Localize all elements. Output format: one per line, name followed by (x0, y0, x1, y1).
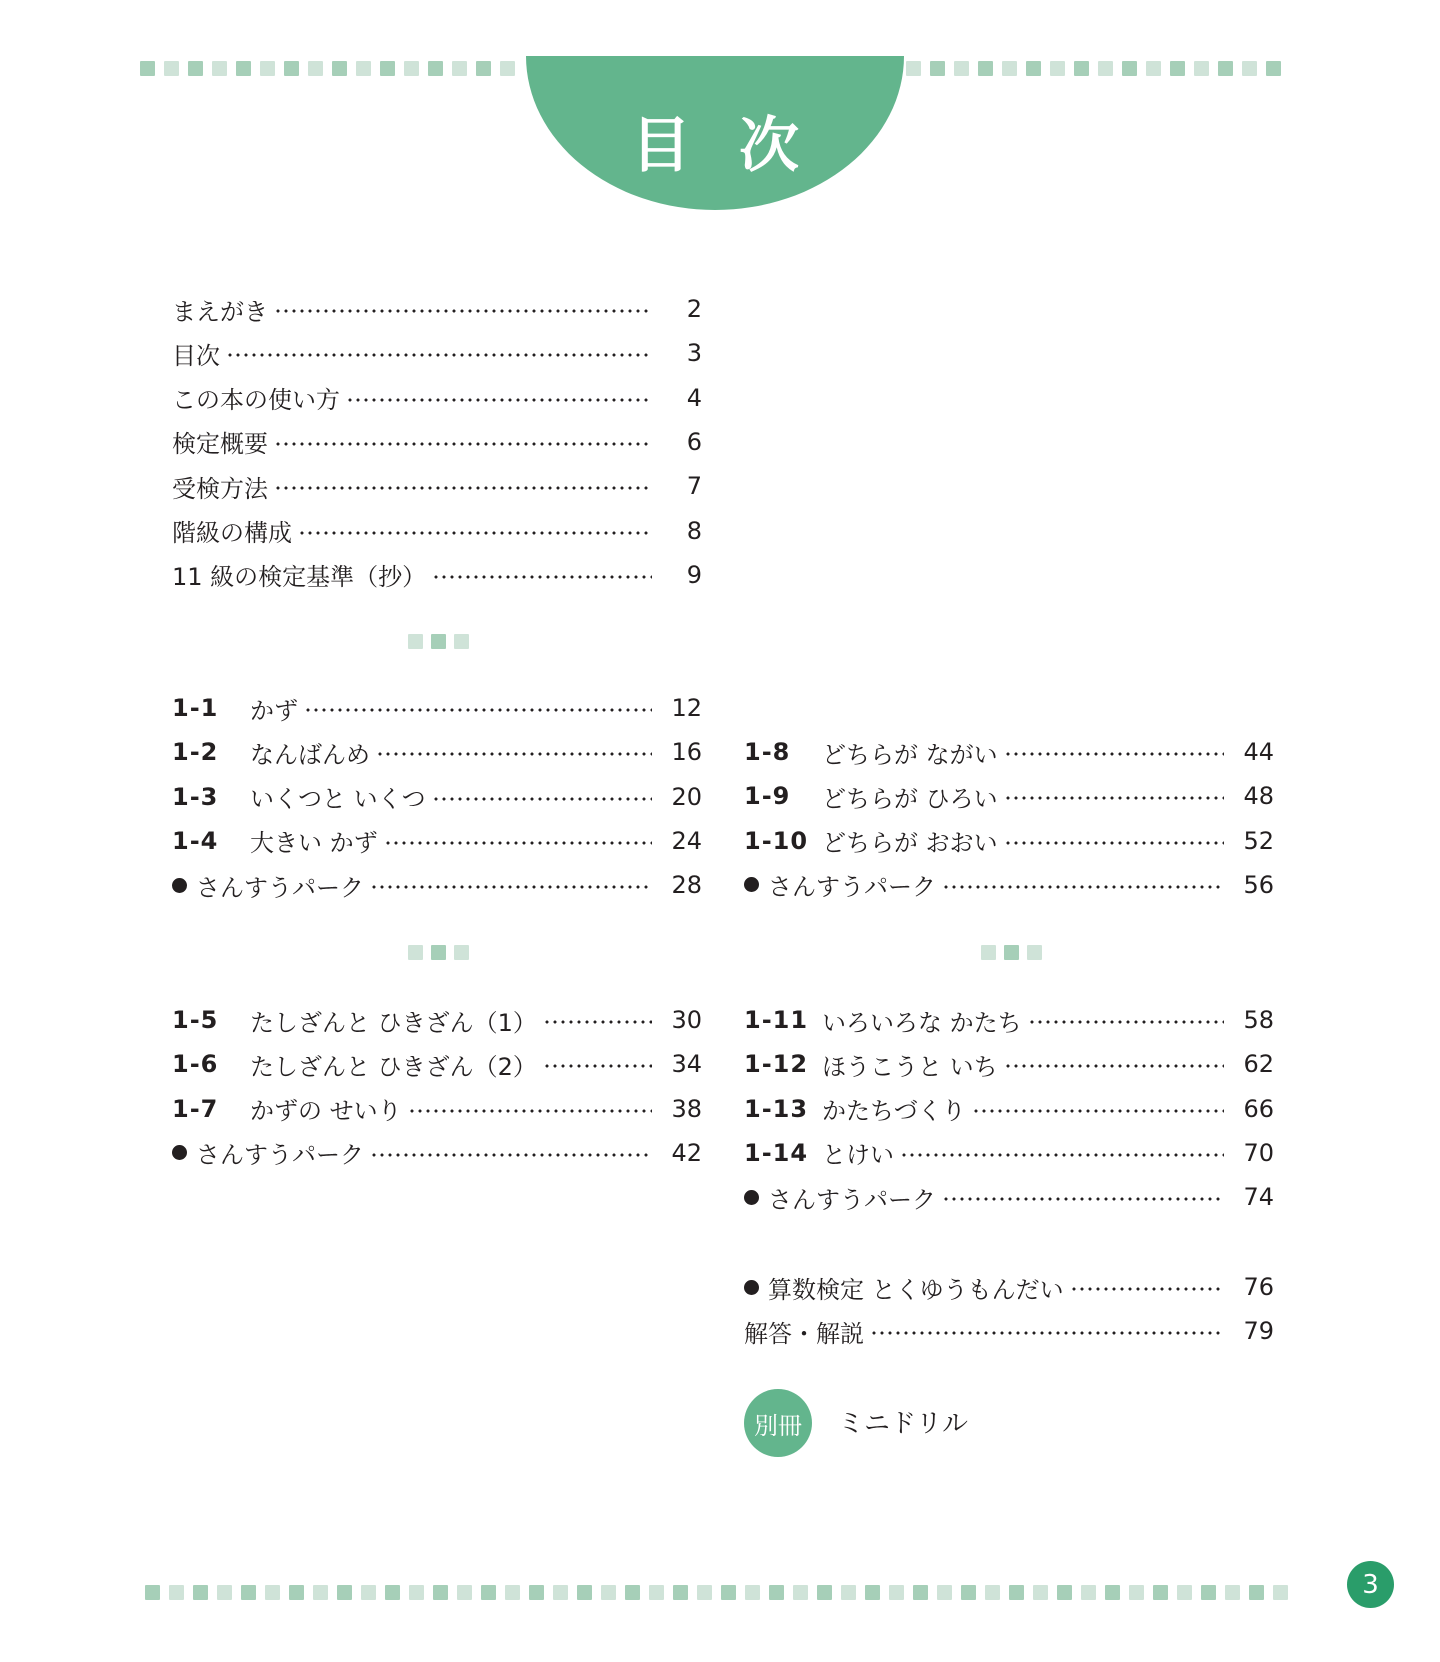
bullet-icon (744, 1190, 759, 1205)
entry-label: 階級の構成 (172, 519, 292, 547)
entry-page-number: 38 (671, 1094, 702, 1123)
page-title: 目次 (631, 111, 847, 181)
entry-label: この本の使い方 (172, 386, 340, 415)
entry-number: 1-6 (172, 1050, 219, 1079)
decor-square (332, 61, 347, 76)
entry-page-number: 30 (671, 1006, 702, 1034)
toc-entry[interactable] (172, 378, 702, 418)
entry-page-number: 12 (671, 694, 702, 722)
dot-leader (432, 797, 652, 801)
dot-leader (376, 752, 652, 756)
toc-entry[interactable] (744, 1177, 1274, 1217)
toc-entry[interactable] (172, 688, 702, 728)
dot-leader (370, 885, 652, 889)
decor-square (404, 61, 419, 76)
divider-square (1027, 945, 1042, 960)
dot-leader (972, 1109, 1224, 1113)
decor-square (906, 61, 921, 76)
entry-page-number: 3 (686, 339, 702, 368)
decor-square (1122, 61, 1137, 76)
toc-entry[interactable] (172, 865, 702, 905)
top-square-bar-left (140, 61, 515, 76)
decor-square (697, 1585, 712, 1600)
section-divider-left-2 (408, 945, 469, 960)
entry-page-number: 9 (686, 560, 702, 589)
decor-square (169, 1585, 184, 1600)
divider-square (1004, 945, 1019, 960)
entry-page-number: 28 (671, 871, 702, 900)
toc-entry[interactable] (744, 732, 1274, 772)
toc-entry[interactable] (744, 1000, 1274, 1040)
decor-square (505, 1585, 520, 1600)
decor-square (308, 61, 323, 76)
entry-page-number: 34 (671, 1050, 702, 1079)
dot-leader (370, 1153, 652, 1157)
decor-square (1266, 61, 1281, 76)
decor-square (1170, 61, 1185, 76)
entry-label: たしざんと ひきざん（1） (250, 1008, 537, 1037)
toc-entry[interactable] (172, 821, 702, 861)
toc-entry[interactable] (744, 776, 1274, 816)
decor-square (481, 1585, 496, 1600)
decor-square (601, 1585, 616, 1600)
entry-page-number: 58 (1243, 1006, 1274, 1034)
decor-square (193, 1585, 208, 1600)
decor-square (1201, 1585, 1216, 1600)
entry-label: さんすうパーク (196, 873, 364, 902)
toc-entry[interactable] (744, 821, 1274, 861)
dot-leader (274, 442, 652, 446)
divider-square (981, 945, 996, 960)
decor-square (1218, 61, 1233, 76)
decor-square (1105, 1585, 1120, 1600)
decor-square (1098, 61, 1113, 76)
entry-label: 受検方法 (172, 474, 268, 503)
entry-page-number: 2 (686, 295, 702, 323)
entry-page-number: 74 (1243, 1183, 1274, 1212)
bullet-icon (744, 877, 759, 892)
decor-square (452, 61, 467, 76)
section-divider-left-1 (408, 634, 469, 649)
decor-square (217, 1585, 232, 1600)
decor-square (409, 1585, 424, 1600)
decor-square (164, 61, 179, 76)
decor-square (529, 1585, 544, 1600)
entry-label: さんすうパーク (768, 873, 936, 902)
decor-square (457, 1585, 472, 1600)
decor-square (476, 61, 491, 76)
decor-square (978, 61, 993, 76)
decor-square (1026, 61, 1041, 76)
entry-page-number: 20 (671, 782, 702, 811)
dot-leader (304, 708, 652, 712)
decor-square (865, 1585, 880, 1600)
entry-number: 1-13 (744, 1094, 809, 1123)
entry-page-number: 42 (671, 1138, 702, 1167)
dot-leader (274, 309, 652, 313)
decor-square (937, 1585, 952, 1600)
decor-square (313, 1585, 328, 1600)
entry-page-number: 48 (1243, 782, 1274, 811)
entry-label: 解答・解説 (744, 1319, 864, 1348)
entry-page-number: 79 (1243, 1317, 1274, 1346)
decor-square (721, 1585, 736, 1600)
decor-square (1273, 1585, 1288, 1600)
decor-square (793, 1585, 808, 1600)
entry-page-number: 52 (1243, 826, 1274, 855)
dot-leader (274, 486, 652, 490)
entry-label: まえがき (172, 297, 268, 326)
decor-square (817, 1585, 832, 1600)
bottom-square-bar (145, 1585, 1288, 1600)
decor-square (930, 61, 945, 76)
section-divider-right (981, 945, 1042, 960)
entry-page-number: 70 (1243, 1138, 1274, 1167)
toc-entry[interactable] (172, 732, 702, 772)
divider-square (431, 945, 446, 960)
toc-entry[interactable] (172, 555, 702, 595)
toc-entry[interactable] (172, 422, 702, 462)
entry-number: 1-14 (744, 1138, 809, 1167)
toc-entry[interactable] (744, 865, 1274, 905)
entry-label: どちらが おおい (822, 829, 998, 858)
dot-leader (1028, 1020, 1224, 1024)
dot-leader (543, 1064, 652, 1068)
decor-square (1194, 61, 1209, 76)
divider-square (454, 945, 469, 960)
dot-leader (346, 398, 652, 402)
entry-page-number: 62 (1243, 1050, 1274, 1079)
dot-leader (942, 1197, 1224, 1201)
decor-square (337, 1585, 352, 1600)
decor-square (140, 61, 155, 76)
bullet-icon (172, 878, 187, 893)
toc-entry[interactable] (172, 1044, 702, 1084)
dot-leader (543, 1020, 652, 1024)
decor-square (260, 61, 275, 76)
decor-square (1249, 1585, 1264, 1600)
entry-label: いろいろな かたち (822, 1008, 1022, 1037)
dot-leader (408, 1109, 652, 1113)
supplement-label[interactable]: ミニドリル (838, 1409, 969, 1439)
divider-square (454, 634, 469, 649)
decor-square (625, 1585, 640, 1600)
decor-square (356, 61, 371, 76)
toc-entry[interactable] (172, 333, 702, 373)
dot-leader (1004, 841, 1224, 845)
decor-square (1177, 1585, 1192, 1600)
entry-number: 1-8 (744, 738, 791, 766)
divider-square (408, 634, 423, 649)
entry-label: いくつと いくつ (250, 785, 426, 814)
entry-page-number: 7 (686, 472, 702, 501)
decor-square (745, 1585, 760, 1600)
toc-entry[interactable] (172, 289, 702, 329)
entry-page-number: 66 (1243, 1094, 1274, 1123)
entry-number: 1-7 (172, 1094, 219, 1123)
decor-square (284, 61, 299, 76)
decor-square (649, 1585, 664, 1600)
toc-entry[interactable] (172, 511, 702, 551)
decor-square (577, 1585, 592, 1600)
decor-square (212, 61, 227, 76)
decor-square (145, 1585, 160, 1600)
decor-square (433, 1585, 448, 1600)
entry-label: 検定概要 (172, 430, 268, 459)
entry-label: かず (250, 696, 298, 725)
decor-square (961, 1585, 976, 1600)
decor-square (1033, 1585, 1048, 1600)
toc-entry[interactable] (744, 1267, 1274, 1307)
decor-square (954, 61, 969, 76)
decor-square (380, 61, 395, 76)
entry-label: 大きい かず (250, 829, 378, 858)
decor-square (265, 1585, 280, 1600)
entry-page-number: 16 (671, 738, 702, 767)
decor-square (985, 1585, 1000, 1600)
toc-entry[interactable] (172, 1000, 702, 1040)
toc-entry[interactable] (744, 1044, 1274, 1084)
divider-square (431, 634, 446, 649)
toc-entry[interactable] (172, 466, 702, 506)
entry-page-number: 24 (671, 826, 702, 855)
divider-square (408, 945, 423, 960)
entry-label: かたちづくり (822, 1097, 966, 1126)
toc-entry[interactable] (172, 1089, 702, 1129)
decor-square (1146, 61, 1161, 76)
entry-number: 1-5 (172, 1006, 219, 1034)
decor-square (385, 1585, 400, 1600)
decor-square (1081, 1585, 1096, 1600)
toc-entry[interactable] (744, 1311, 1274, 1351)
decor-square (1153, 1585, 1168, 1600)
entry-number: 1-11 (744, 1006, 809, 1034)
entry-number: 1-3 (172, 782, 219, 811)
decor-square (428, 61, 443, 76)
entry-number: 1-4 (172, 826, 219, 855)
entry-page-number: 8 (686, 516, 702, 545)
entry-number: 1-2 (172, 738, 219, 767)
entry-label: かずの せいり (250, 1097, 402, 1126)
entry-page-number: 44 (1243, 738, 1274, 766)
entry-label: さんすうパーク (196, 1141, 364, 1170)
page-number-badge: 3 (1347, 1561, 1394, 1608)
decor-square (841, 1585, 856, 1600)
entry-label: さんすうパーク (768, 1185, 936, 1214)
entry-page-number: 6 (686, 427, 702, 456)
decor-square (500, 61, 515, 76)
decor-square (289, 1585, 304, 1600)
decor-square (769, 1585, 784, 1600)
decor-square (553, 1585, 568, 1600)
decor-square (241, 1585, 256, 1600)
toc-entry[interactable] (172, 777, 702, 817)
dot-leader (870, 1331, 1224, 1335)
decor-square (1242, 61, 1257, 76)
decor-square (889, 1585, 904, 1600)
decor-square (236, 61, 251, 76)
dot-leader (432, 575, 652, 579)
decor-square (1009, 1585, 1024, 1600)
dot-leader (900, 1153, 1224, 1157)
entry-page-number: 56 (1243, 870, 1274, 899)
toc-entry[interactable] (172, 1133, 702, 1173)
toc-entry[interactable] (744, 1133, 1274, 1173)
entry-number: 1-1 (172, 694, 219, 722)
entry-label: とけい (822, 1141, 894, 1170)
dot-leader (1004, 752, 1224, 756)
decor-square (1050, 61, 1065, 76)
entry-page-number: 76 (1243, 1273, 1274, 1301)
decor-square (1129, 1585, 1144, 1600)
top-square-bar-right (906, 61, 1281, 76)
dot-leader (1070, 1287, 1224, 1291)
bullet-icon (744, 1280, 759, 1295)
toc-entry[interactable] (744, 1089, 1274, 1129)
entry-page-number: 4 (686, 383, 702, 412)
entry-label: ほうこうと いち (822, 1052, 998, 1081)
entry-label: なんばんめ (250, 740, 370, 769)
decor-square (361, 1585, 376, 1600)
entry-number: 1-9 (744, 782, 791, 811)
dot-leader (384, 841, 652, 845)
dot-leader (298, 531, 652, 535)
dot-leader (226, 353, 652, 357)
entry-label: 算数検定 とくゆうもんだい (768, 1275, 1064, 1304)
decor-square (1074, 61, 1089, 76)
dot-leader (1004, 796, 1224, 800)
dot-leader (942, 885, 1224, 889)
decor-square (1057, 1585, 1072, 1600)
supplement-badge: 別冊 (744, 1389, 812, 1457)
entry-label: どちらが ひろい (822, 784, 998, 813)
decor-square (188, 61, 203, 76)
entry-number: 1-12 (744, 1050, 809, 1079)
dot-leader (1004, 1064, 1224, 1068)
entry-number: 1-10 (744, 826, 809, 855)
decor-square (1002, 61, 1017, 76)
decor-square (913, 1585, 928, 1600)
bullet-icon (172, 1145, 187, 1160)
entry-label: たしざんと ひきざん（2） (250, 1052, 537, 1081)
entry-label: 11 級の検定基準（抄） (172, 563, 427, 592)
decor-square (1225, 1585, 1240, 1600)
decor-square (673, 1585, 688, 1600)
entry-label: 目次 (172, 341, 220, 370)
entry-label: どちらが ながい (822, 740, 998, 769)
